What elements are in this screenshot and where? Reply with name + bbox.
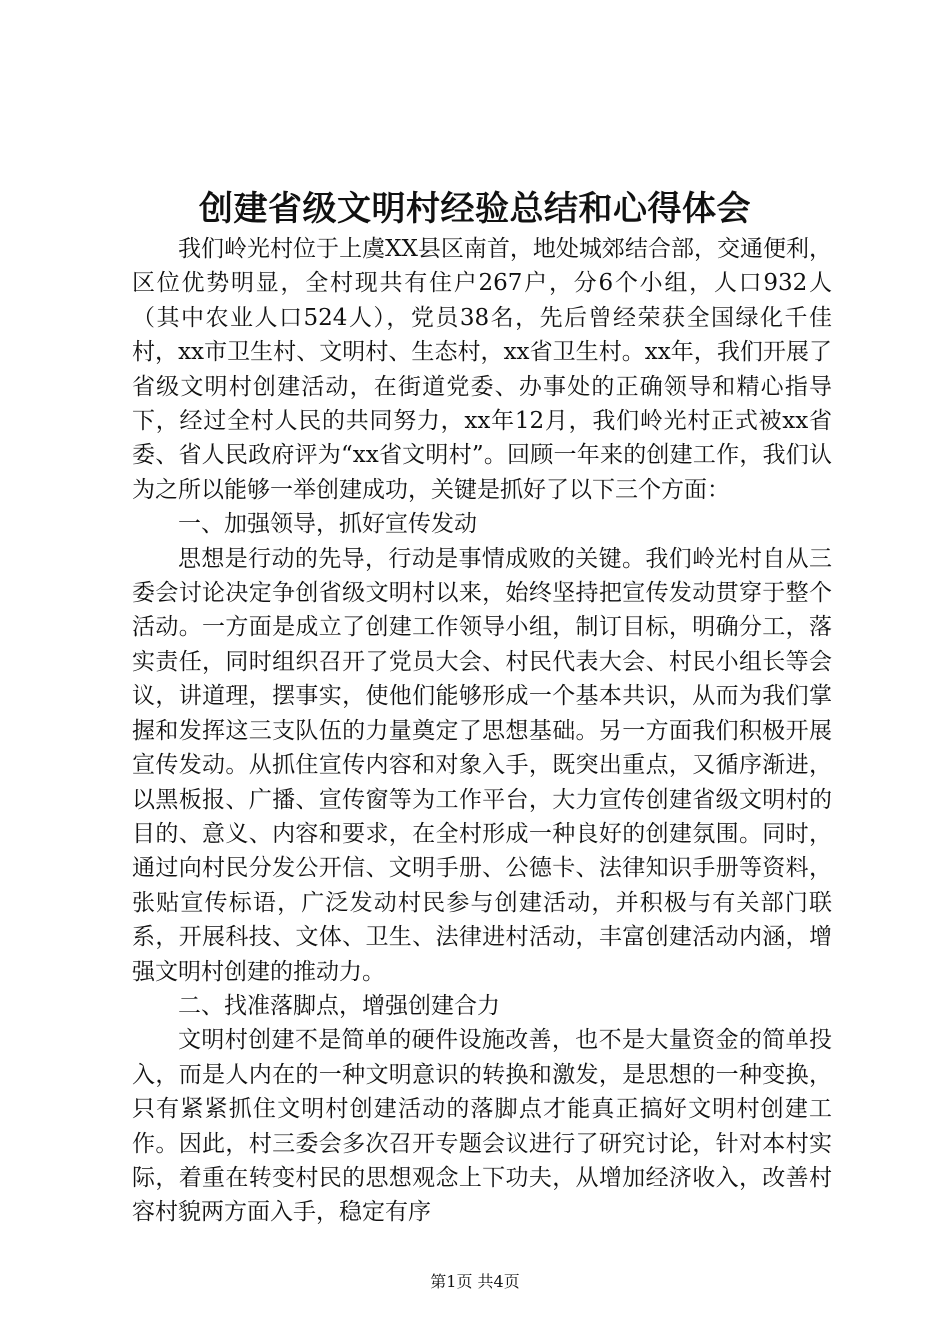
- section-heading-1: 一、加强领导，抓好宣传发动: [178, 511, 477, 538]
- paragraph-section-1: 思想是行动的先导，行动是事情成败的关键。我们岭光村自从三委会讨论决定争创省级文明村以来，始终坚持把宣传发动贯穿于整个活动。一方面是成立了创建工作领导小组，制订目标，明确分工，落实责任，同时组织召开了党员大会、村民代表大会、村民小组长等会议，讲道理，摆事实，使他们能够形成一个基本共识，从而为我们掌握和发挥这三支队伍的力量奠定了思想基础。另一方面我们积极开展宣传发动。从抓住宣传内容和对象入手，既突出重点，又循序渐进，以黑板报、广播、宣传窗等为工作平台，大力宣传创建省级文明村的目的、意义、内容和要求，在全村形成一种良好的创建氛围。同时，通过向村民分发公开信、文明手册、公德卡、法律知识手册等资料，张贴宣传标语，广泛发动村民参与创建活动，并积极与有关部门联系，开展科技、文体、卫生、法律进村活动，丰富创建活动内涵，增强文明村创建的推动力。: [132, 545, 832, 985]
- document-body: [132, 232, 832, 1230]
- page-footer: 第1页 共4页: [430, 1272, 520, 1291]
- paragraph-section-2: 文明村创建不是简单的硬件设施改善，也不是大量资金的简单投入，而是人内在的一种文明意识的转换和激发，是思想的一种变换，只有紧紧抓住文明村创建活动的落脚点才能真正搞好文明村创建工作。因此，村三委会多次召开专题会议进行了研究讨论，针对本村实际，着重在转变村民的思想观念上下功夫，从增加经济收入，改善村容村貌两方面入手，稳定有序: [132, 1027, 832, 1226]
- document-title: 创建省级文明村经验总结和心得体会: [199, 189, 751, 229]
- paragraph-intro: 我们岭光村位于上虞XX县区南首，地处城郊结合部，交通便利，区位优势明显，全村现共有住户267户，分6个小组，人口932人（其中农业人口524人），党员38名，先后曾经荣获全国绿化千佳村，xx市卫生村、文明村、生态村，xx省卫生村。xx年，我们开展了省级文明村创建活动，在街道党委、办事处的正确领导和精心指导下，经过全村人民的共同努力，xx年12月，我们岭光村正式被xx省委、省人民政府评为“xx省文明村”。回顾一年来的创建工作，我们认为之所以能够一举创建成功，关键是抓好了以下三个方面：: [132, 236, 832, 503]
- section-heading-2: 二、找准落脚点，增强创建合力: [178, 992, 500, 1019]
